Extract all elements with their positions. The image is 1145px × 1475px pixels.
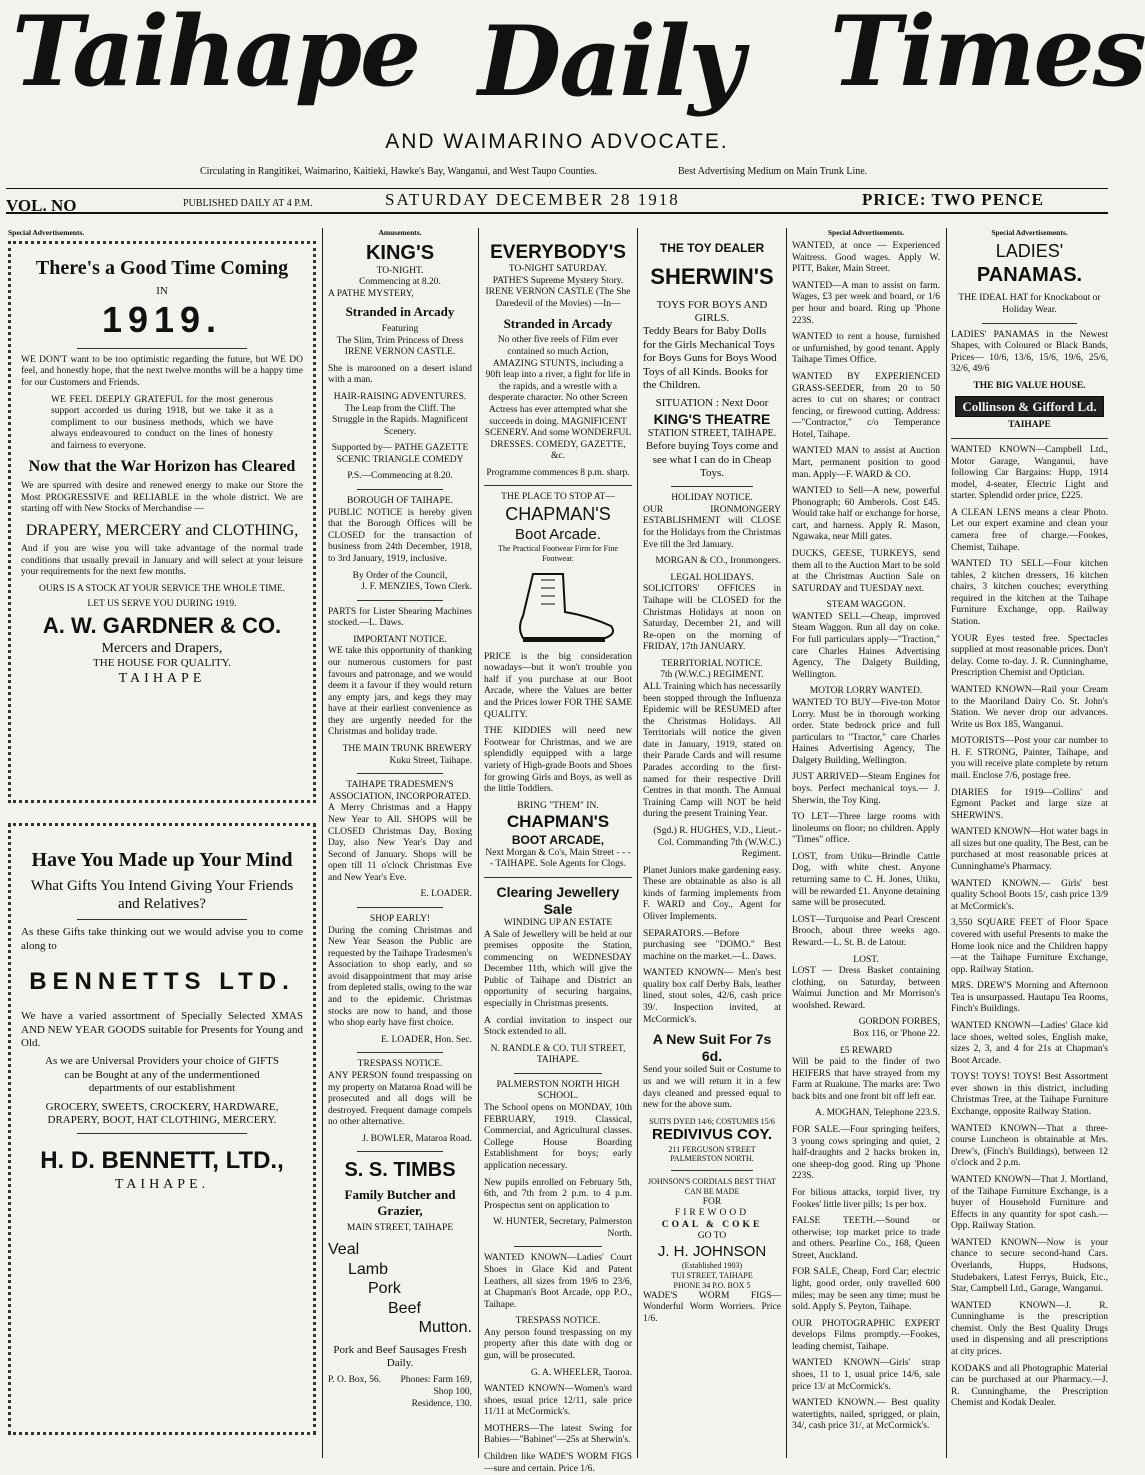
masthead-word-2: Daily <box>478 5 743 118</box>
everybodys-title: EVERYBODY'S <box>490 242 626 264</box>
volume-label: VOL. NO <box>6 196 77 215</box>
panamas-heading: LADIES' <box>995 241 1064 262</box>
advert-text: We are spurred with desire and renewed energy to make our Store the Most PROGRESSIVE and RELIABLE in the whole district. We are starting off with New Stocks of Merchandise — <box>21 480 303 515</box>
notice-heading: BOROUGH OF TAIHAPE. <box>347 496 453 507</box>
advertising-line: Best Advertising Medium on Main Trunk Line. <box>678 166 868 177</box>
boot-illustration <box>493 568 623 648</box>
advert-text: THE PLACE TO STOP AT— <box>501 492 615 503</box>
chapmans-title: CHAPMAN'S <box>505 504 611 524</box>
advert-text: Next Morgan & Co's, Main Street - - - - TAIHAPE. Sole Agents for Clogs. <box>485 847 631 870</box>
notice-signature: J. F. MENZIES, Town Clerk. <box>361 582 472 593</box>
classified-ad: WANTED, at once — Experienced Waitress. Good wages. Apply W. PITT, Baker, Main Street. <box>792 241 940 275</box>
notice-text: SOLICITORS' OFFICES in Taihape will be CLOSED for the Christmas Holidays at noon on Saturday, December 21, and will Re-open on the morning of FRIDAY, 17th JANUARY. <box>643 584 781 653</box>
advert-town: TAIHAPE <box>118 671 206 687</box>
masthead-subtitle: AND WAIMARINO ADVOCATE. <box>385 130 729 153</box>
advert-heading: Boot Arcade. <box>515 525 601 543</box>
advert-text: Programme commences 8 p.m. sharp. <box>486 467 630 478</box>
classified-ad: SEPARATORS.—Before purchasing see "DOMO." Best machine on the market.—L. Daws. <box>643 928 781 962</box>
advert-heading: BOOT ARCADE, <box>511 833 605 847</box>
advert-title: Have You Made up Your Mind <box>31 849 293 872</box>
advert-text: THE IDEAL HAT for Knockabout or Holiday Wear. <box>958 293 1101 316</box>
advert-text: TO-NIGHT SATURDAY. <box>508 264 608 275</box>
notice-text: New pupils enrolled on February 5th, 6th, and 7th from 2 p.m. to 4 p.m. Prospectus sent on application to <box>484 1177 632 1211</box>
advert-text: She is marooned on a desert island with a man. <box>328 363 472 386</box>
classified-ad: WANTED TO BUY—Five-ton Motor Lorry. Must be in thorough working order. State bedrock price and full particulars to "Tractor," care Charles Haines Advertising Agency, The Dalgety Building, Wellington. <box>792 697 940 766</box>
notice-heading: TRESPASS NOTICE. <box>515 1316 601 1327</box>
section-header: Special Advertisements. <box>8 228 85 237</box>
advert-text: As these Gifts take thinking out we would advise you to come along to <box>21 926 303 952</box>
advert-text: TO-NIGHT. <box>376 265 424 276</box>
advert-text: No other five reels of Film ever contained so much Action, AMAZING STUNTS, including a 90ft leap into a river, a fight for life in the rapids, and a wrestle with a desperate character. No other Screen Actress has ever attempted what she succeeds in doing. MAGNIFICENT SCENERY. And some WONDERFUL DRESSES. COMEDY, GAZETTE, &c. <box>484 335 632 462</box>
classified-ad: WANTED to rent a house, furnished or unfurnished, by good tenant. Apply Taihape Times Office. <box>792 332 940 366</box>
column-rule <box>946 228 947 1458</box>
advert-firm: H. D. BENNETT, LTD., <box>40 1147 284 1175</box>
advert-text: BRING "THEM" IN. <box>517 800 599 811</box>
column-2 <box>328 228 472 1458</box>
advert-heading: Family Butcher and Grazier, <box>344 1186 456 1218</box>
column-4 <box>643 228 781 1458</box>
advert-town: TAIHAPE <box>1008 420 1051 431</box>
notice-signature: G. A. WHEELER, Taoroa. <box>530 1367 632 1378</box>
suit-heading: A New Suit For 7s 6d. <box>652 1031 772 1065</box>
film-title: Stranded in Arcady <box>345 304 455 320</box>
advert-text: PRICE is the big consideration nowadays—but it won't trouble you half if you purchase at our Boot Arcade, where the Values are better and the Prices lower FOR THE SAME QUALITY. <box>484 651 632 720</box>
classified-ad: Planet Juniors make gardening easy. These are obtainable as also is all kinds of farming implements from F. WARD and Coy., Agent for Oliver Implements. <box>643 865 781 922</box>
classified-ad: WANTED to Sell—A new, powerful Phonograph; 60 Amberols. Cost £45. Would take half or exchange for horse, cart, and harness. Apply R. Mason, Ngawaka, near Mill gates. <box>792 486 940 543</box>
classified-ad: Will be paid to the finder of two HEIFERS that have strayed from my Farm at Ruakune. The marks are: Two back bits and one front bit off left ear. <box>792 1057 940 1102</box>
classified-ad: WANTED SELL—Cheap, improved Steam Waggon. Run all day on coke. For full particulars apply—"Traction," care Charles Haines Advertising Agency, The Dalgety Building, Wellington. <box>792 611 940 680</box>
classified-ad: MOTHERS—The latest Swing for Babies—"Babinet"—25s at Sherwin's. <box>484 1423 632 1446</box>
notice-heading: LEGAL HOLIDAYS. <box>670 572 754 583</box>
section-header: Amusements. <box>378 228 422 237</box>
circulation-line: Circulating in Rangitikei, Waimarino, Kaitieki, Hawke's Bay, Wanganui, and West Taupo Counties. <box>200 166 597 177</box>
advert-text: And if you are wise you will take advantage of the normal trade conditions that usually prevail in January and will select at your leisure your requirements for the next few months. <box>21 544 303 578</box>
notice-text: A Sale of Jewellery will be held at our premises opposite the Station, commencing on WEDNESDAY December 11th, which will give the Public of Taihape and District an opportunity of securing bargains, especially in Christmas presents. <box>484 929 632 1009</box>
meat-item: Mutton. <box>418 1319 472 1337</box>
advert-text: GO TO <box>697 1231 727 1242</box>
notice-signature: N. RANDLE & CO. TUI STREET, TAIHAPE. <box>490 1043 626 1066</box>
published-label: PUBLISHED DAILY AT 4 P.M. <box>183 198 313 209</box>
section-header: Special Advertisements. <box>827 228 905 237</box>
notice-text: WE take this opportunity of thanking our numerous customers for past favours and patronage, and we would deem it a favour if they would return any empty jars, and kegs they may have at their earliest convenience as they are urgently needed for the Christmas and holiday trade. <box>328 646 472 738</box>
classified-ad: WANTED KNOWN—That a three-course Luncheon is obtainable at Mrs. Drew's, (Finch's Buildings), between 12 o'clock and 2 p.m. <box>951 1123 1108 1169</box>
advert-text: WE FEEL DEEPLY GRATEFUL for the most generous support accorded us during 1918, but we take it as a compliment to our business methods, which we have always endeavoured to conduct on the lines of honesty and fairness to everyone. <box>51 394 273 451</box>
advert-text: The Slim, Trim Princess of Dress IRENE VERNON CASTLE. <box>336 335 464 358</box>
classified-ad: WANTED KNOWN—Women's ward shoes, usual price 12/11, sale price 11/11 at McCormick's. <box>484 1384 632 1418</box>
notice-text: Any person found trespassing on my property after this date with dog or gun, will be prosecuted. <box>484 1327 632 1362</box>
advert-text: STATION STREET, TAIHAPE. <box>647 427 777 439</box>
masthead-word-1: Taihape <box>12 0 420 108</box>
advert-text: COAL & COKE <box>661 1219 763 1230</box>
film-title: Stranded in Arcady <box>503 315 613 331</box>
notice-heading: STEAM WAGGON. <box>826 600 906 611</box>
classified-ad: WANTED MAN to assist at Auction Mart, permanent position to good man. Apply—F. WARD & CO. <box>792 446 940 480</box>
column-6 <box>951 228 1108 1458</box>
advert-text: THE HOUSE FOR QUALITY. <box>93 657 231 670</box>
advert-text: P. O. Box, 56. <box>328 1375 382 1386</box>
notice-signature: MORGAN & CO., Ironmongers. <box>655 556 781 567</box>
classified-ad: JUST ARRIVED—Steam Engines for boys. Perfect mechanical toys.— J. Sherwin, the Toy King. <box>792 772 940 806</box>
advert-text: As we are Universal Providers your choice of GIFTS can be Bought at any of the undermentioned departments of our establishment <box>45 1055 279 1095</box>
classified-ad: WANTED KNOWN—Girls' strap shoes, 11 to 1, usual price 14/6, sale price 13/ at McCormick's. <box>792 1358 940 1392</box>
advert-text: P.S.—Commencing at 8.20. <box>347 471 453 482</box>
classified-ad: LOST — Dress Basket containing clothing, on Saturday, between Waimui Junction and Mr Morrison's woolshed. Reward. <box>792 966 940 1011</box>
advert-text: A PATHE MYSTERY, <box>328 288 414 299</box>
notice-signature: A. MOGHAN, Telephone 223.S. <box>814 1108 940 1119</box>
advert-text: LET US SERVE YOU DURING 1919. <box>87 598 237 609</box>
advert-text: 211 FERGUSON STREET PALMERSTON NORTH. <box>668 1144 756 1164</box>
notice-signature: (Sgd.) R. HUGHES, V.D., Lieut.-Col. Commanding 7th (W.W.C.) Regiment. <box>653 825 781 860</box>
notice-signature: THE MAIN TRUNK BREWERY Kuku Street, Taihape. <box>342 744 472 766</box>
classified-ad: WANTED KNOWN—Now is your chance to secure second-hand Cars. Overlands, Hupps, Hudsons, Studebakers, Latest Ferrys, Buick, Etc., Star, Campbell Ltd., Garage, Wanganui. <box>951 1237 1108 1295</box>
notice-heading: PALMERSTON NORTH HIGH SCHOOL. <box>496 1079 620 1102</box>
advert-text: MAIN STREET, TAIHAPE <box>346 1222 454 1233</box>
classified-ad: A CLEAN LENS means a clear Photo. Let our expert examine and clean your camera free of charge.—Fookes, Chemist, Taihape. <box>951 507 1108 553</box>
advert-text: We have a varied assortment of Specially Selected XMAS AND NEW YEAR GOODS suitable for Presents for Young and Old. <box>21 1010 303 1050</box>
classified-ad: MOTORISTS—Post your car number to H. F. STRONG, Painter, Taihape, and you will receive plate complete by return mail. Enclose 7/6, postage free. <box>951 736 1108 781</box>
classified-ad: WANTED BY EXPERIENCED GRASS-SEEDER, from 20 to 50 acres to cut on shares; or contract fencing, or firewood cutting. Address:—"Contractor," c/o Temperance Hotel, Taihape. <box>792 371 940 440</box>
jewellery-title: Clearing Jewellery Sale <box>496 883 620 917</box>
notice-text: A cordial invitation to inspect our Stock extended to all. <box>484 1015 632 1038</box>
classified-ad: OUR PHOTOGRAPHIC EXPERT develops Films promptly.—Fookes, leading chemist, Taihape. <box>792 1318 940 1352</box>
rule-bottom <box>6 212 1108 214</box>
rule-top <box>6 188 1108 189</box>
column-5 <box>792 228 940 1458</box>
notice-text: By Order of the Council, <box>352 570 448 581</box>
classified-ad: WANTED—A man to assist on farm. Wages, £3 per week and board, or 1/6 per hour and board. Ring up 'Phone 223S. <box>792 280 940 326</box>
advert-text: Phones: Farm 169, Shop 100, Residence, 130. <box>400 1375 472 1409</box>
advert-title: There's a Good Time Coming <box>35 257 289 280</box>
advert-text: Supported by— PATHE GAZETTE SCENIC TRIANGLE COMEDY <box>331 443 469 465</box>
classified-ad: LOST—Turquoise and Pearl Crescent Brooch, about three weeks ago. Reward.—L. St. B. de Latour. <box>792 914 940 948</box>
notice-heading: TRESPASS NOTICE. <box>357 1059 443 1070</box>
notice-signature: Box 116, or 'Phone 22. <box>853 1028 940 1039</box>
notice-heading: TERRITORIAL NOTICE. <box>661 658 763 669</box>
sherwins-title: SHERWIN'S <box>650 263 774 289</box>
classified-ad: WANTED KNOWN— Men's best quality box calf Derby Bals, leather lined, stout soles, 42/6, cash price 39/. Inspection invited, at McCormick's. <box>643 968 781 1025</box>
classified-ad: WANTED KNOWN—Ladies' Court Shoes in Glace Kid and Patent Leathers, all sizes from 19/6 to 23/6, at Chapman's Boot Arcade, opp P.O., Taihape. <box>484 1253 632 1310</box>
classified-ad: WANTED KNOWN—Campbell Ltd., Motor Garage, Wanganui, have following Car Bargains: Hupp, 1914 model, 4-seater, Electric Light and starter. Splendid order price, £225. <box>951 444 1108 502</box>
advert-text: HAIR-RAISING ADVENTURES. The Leap from the Cliff. The Struggle in the Rapids. Magnificent Scenery. <box>332 392 468 437</box>
meat-item: Pork <box>368 1280 401 1298</box>
classified-ad: WANTED KNOWN.— Girls' best quality School Boots 15/, cash price 13/9 at McCormick's. <box>951 878 1108 912</box>
advert-text: Mercers and Drapers, <box>101 640 223 656</box>
classified-ad: MRS. DREW'S Morning and Afternoon Tea is unsurpassed. Hautapu Tea Rooms, Finch's Buildings. <box>951 981 1108 1015</box>
issue-price: PRICE: TWO PENCE <box>862 190 1044 209</box>
advert-text: PHONE 34 P.O. BOX 5 <box>673 1280 751 1290</box>
advert-firm: A. W. GARDNER & CO. <box>42 613 282 639</box>
redivivus-title: REDIVIVUS COY. <box>651 1126 773 1144</box>
meat-item: Lamb <box>348 1260 389 1278</box>
meat-item: Beef <box>388 1299 421 1317</box>
advert-year: 1919. <box>101 298 223 340</box>
classified-ad: LOST, from Utiku—Brindle Cattle Dog, with white chest. Anyone returning same to C. H. Jones, Utiku, will be rewarded £1. Anyone detaining same will be prosecuted. <box>792 851 940 909</box>
classified-ad: WANTED KNOWN—Rail your Cream to the Maoriland Dairy Co. St. John's Station. We never drop our advances. Write us Box 185, Wanganui. <box>951 684 1108 730</box>
notice-heading: IMPORTANT NOTICE. <box>353 634 447 645</box>
notice-text: OUR IRONMONGERY ESTABLISHMENT will CLOSE for the Holidays from the Christmas Eve till the 3rd January. <box>643 504 781 550</box>
advert-text: THE BIG VALUE HOUSE. <box>973 380 1086 391</box>
notice-signature: E. LOADER. <box>420 889 472 900</box>
column-rule <box>637 228 638 1458</box>
advert-text: Before buying Toys come and see what I can do in Cheap Toys. <box>645 440 779 479</box>
column-rule <box>786 228 787 1458</box>
johnson-name: J. H. JOHNSON <box>657 1243 767 1261</box>
advert-text: TUI STREET, TAIHAPE <box>671 1271 753 1281</box>
classified-ad: TO LET—Three large rooms with linoleums on floor; no children. Apply "Times" office. <box>792 812 940 846</box>
bennetts-advert <box>8 823 316 1435</box>
advert-text: JOHNSON'S CORDIALS BEST THAT CAN BE MADE <box>647 1177 777 1196</box>
advert-heading: TOYS FOR BOYS AND GIRLS. <box>656 298 768 324</box>
notice-text: ANY PERSON found trespassing on my property on Mataroa Road will be prosecuted and all dogs will be destroyed. Frequent damage compels no other alternative. <box>328 1070 472 1128</box>
advert-text: FOR <box>702 1196 722 1207</box>
classified-ad: FOR SALE.—Four springing heifers, 3 young cows springing and quiet, 2 half-draughts and 2 hacks broken in, one sheep-dog good. Ring up 'Phone 223S. <box>792 1125 940 1182</box>
column-1 <box>8 228 316 1458</box>
notice-heading: HOLIDAY NOTICE. <box>671 493 753 504</box>
notice-heading: WINDING UP AN ESTATE <box>503 917 613 928</box>
notice-signature: GORDON FORBES, <box>858 1017 940 1028</box>
classified-ad: KODAKS and all Photographic Material can be purchased at our Pharmacy.—J. R. Cunninghame, the Prescription Chemist and Kodak Dealer. <box>951 1363 1108 1409</box>
notice-text: ALL Training which has necessarily been stopped through the Influenza Epidemic will be RESUMED after the Christmas Holidays. All Territorials will notice the given date in January, 1919, stated on their Parade Cards and will resume Parades according to the first-named for their respective Drill Centres in that month. The Annual Training Camp will NOT be held during the present Training Year. <box>643 682 781 820</box>
meat-item: Veal <box>328 1241 360 1259</box>
notice-text: During the coming Christmas and New Year Season the Public are requested by the Taihape Tradesmen's Association to shop early, and so avoid disappointment that may arise from depleted stalls, owing to the war and to the epidemic. Christmas stocks are now to hand, and those who shop early have first choice. <box>328 925 472 1029</box>
classified-ad: Children like WADE'S WORM FIGS—sure and certain. Price 1/6. <box>484 1452 632 1474</box>
advert-text: SITUATION : Next Door <box>655 397 769 410</box>
classified-ad: DUCKS, GEESE, TURKEYS, send them all to the Auction Mart to be sold at the Christmas Auction Sale on SATURDAY and TUESDAY next. <box>792 549 940 594</box>
advert-text: GROCERY, SWEETS, CROCKERY, HARDWARE, DRAPERY, BOOT, HAT CLOTHING, MERCERY. <box>45 1100 279 1127</box>
notice-heading: LOST. <box>853 954 879 965</box>
advert-text: The Practical Footwear Firm for Fine Footwear. <box>498 544 618 563</box>
column-rule <box>478 228 479 1458</box>
notice-text: A Merry Christmas and a Happy New Year to All. SHOPS will be CLOSED Christmas Day, Boxing Day, also New Year's Day and Second of January. Shops will be open till 11 o'clock Christmas Eve and New Year's Eve. <box>328 803 472 883</box>
notice-heading: £5 REWARD <box>840 1045 892 1056</box>
classified-ad: WANTED KNOWN—J. R. Cunninghame is the prescription chemist. Only the Best Quality Drugs used in dispensing and all prescriptions at city prices. <box>951 1300 1108 1358</box>
advert-text: Send your soiled Suit or Costume to us and we will return it in a few days cleaned and pressed equal to new for the above sum. <box>643 1065 781 1111</box>
butcher-contacts <box>328 1375 472 1410</box>
advert-text: Pork and Beef Sausages Fresh Daily. <box>333 1343 467 1370</box>
classified-ad: WANTED KNOWN—Hot water bags in all sizes but one quality, The Best, can be purchased at most reasonable prices at Cunninghame's Pharmacy. <box>951 827 1108 873</box>
butcher-name: S. S. TIMBS <box>344 1159 456 1182</box>
kings-title: KING'S <box>365 242 435 265</box>
chapmans-title: CHAPMAN'S <box>506 812 610 832</box>
notice-heading: TAIHAPE TRADESMEN'S ASSOCIATION, INCORPORATED. <box>329 780 471 802</box>
advert-text: WE DON'T want to be too optimistic regarding the future, but WE DO feel, and honestly hope, that the next twelve months will be a happy time for our Customers and Friends. <box>21 354 303 388</box>
advert-text: IN <box>156 284 168 297</box>
notice-heading: SHOP EARLY! <box>369 913 431 924</box>
notice-heading: MOTOR LORRY WANTED. <box>809 686 923 697</box>
advert-heading: Now that the War Horizon has Cleared <box>28 458 296 476</box>
advert-text: FIREWOOD <box>674 1208 750 1219</box>
classified-ad: WANTED KNOWN.— Best quality watertights, nailed, sprigged, or plain, 34/, cash price 31/, at McCormick's. <box>792 1398 940 1432</box>
classified-ad: DIARIES for 1919—Collins' and Egmont Packet and large size at SHERWIN'S. <box>951 787 1108 821</box>
masthead-word-3: Times <box>830 0 1145 108</box>
advert-heading: What Gifts You Intend Giving Your Friends and Relatives? <box>30 877 294 912</box>
notice-text: The School opens on MONDAY, 10th FEBRUARY, 1919. Classical, Commercial, and Agricultural classes. College House Boarding Establishment for boys; early application necessary. <box>484 1103 632 1171</box>
advert-heading: DRAPERY, MERCERY and CLOTHING, <box>25 521 299 539</box>
section-header: Special Advertisements. <box>991 228 1068 237</box>
advert-text: (Established 1903) <box>681 1261 743 1271</box>
classified-ad: TOYS! TOYS! TOYS! Best Assortment ever shown in this district, including Christmas Tree, at the Taihape Furniture Exchange, opposite Railway Station. <box>951 1072 1108 1118</box>
advert-town: TAIHAPE. <box>114 1176 210 1192</box>
notice-text: PUBLIC NOTICE is hereby given that the Borough Offices will be CLOSED for the transaction of business from 24th December, 1918, to 3rd January, 1919, inclusive. <box>328 507 472 564</box>
notice-signature: E. LOADER, Hon. Sec. <box>380 1034 472 1045</box>
column-rule <box>322 228 323 1458</box>
panamas-heading: PANAMAS. <box>976 264 1083 287</box>
notice-text: 7th (W.W.C.) REGIMENT. <box>660 670 764 681</box>
classified-ad: WANTED KNOWN—That J. Mortland, of the Taihape Furniture Exchange, is a buyer of Household Furniture and Effects in any quantity for spot cash.—Opp. Railway Station. <box>951 1174 1108 1232</box>
advert-text: SUITS DYED 14/6; COSTUMES 15/6 <box>649 1116 775 1126</box>
store-logo: Collinson & Gifford Ld. <box>955 396 1103 418</box>
advert-text: PATHE'S Supreme Mystery Story. IRENE VERNON CASTLE (The She Daredevil of the Movies) —In— <box>485 275 631 310</box>
classified-ad: WANTED KNOWN—Ladies' Glace kid lace shoes, welted soles, English make, sizes 2, 3, and 4 for 21s at Chapman's Boot Arcade. <box>951 1020 1108 1066</box>
notice-signature: W. HUNTER, Secretary, Palmerston North. <box>493 1217 632 1239</box>
kings-theatre: KING'S THEATRE <box>653 410 771 427</box>
gardner-advert <box>8 241 316 803</box>
classified-ad: YOUR Eyes tested free. Spectacles supplied at most reasonable prices. Don't delay. Come to-day. J. R. Cunninghame, Prescription Chemist and Optician. <box>951 633 1108 679</box>
classified-ad: 3,550 SQUARE FEET of Floor Space covered with useful Presents to make the Home look nice and the Children happy—at the Taihape Furniture Exchange, opp. Railway Station. <box>951 918 1108 975</box>
advert-text: Teddy Bears for Baby Dolls for the Girls Mechanical Toys for Boys Guns for Boys Wood Toys of all Kinds. Books for the Children. <box>643 325 777 392</box>
notice-text: PARTS for Lister Shearing Machines stocked.—L. Daws. <box>328 606 472 629</box>
toy-dealer-heading: THE TOY DEALER <box>659 241 765 256</box>
advert-text: Commencing at 8.20. <box>359 277 441 288</box>
classified-ad: FOR SALE, Cheap, Ford Car; electric light, good order, only travelled 600 miles; may be seen any time; must be sold. Apply S. Peyton, Taihape. <box>792 1267 940 1313</box>
notice-signature: J. BOWLER, Mataroa Road. <box>362 1133 472 1144</box>
classified-ad: For bilious attacks, torpid liver, try Fookes' little liver pills; 1s per box. <box>792 1187 940 1210</box>
advert-text: Featuring <box>381 324 419 335</box>
classified-ad: WADE'S WORM FIGS—Wonderful Worm Worriers. Price 1/6. <box>643 1290 781 1324</box>
advert-text: THE KIDDIES will need new Footwear for Christmas, and we are splendidly equipped with a large variety of High-grade Boots and Shoes for growing Girls and Boys, as well as the little Toddlers. <box>484 726 633 795</box>
classified-ad: FALSE TEETH.—Sound or otherwise; top market price to trade and others. Pearline Co., 168, Queen Street, Auckland. <box>792 1216 940 1261</box>
advert-text: LADIES' PANAMAS in the Newest Shapes, with Coloured or Black Bands, Prices— 10/6, 13/6, 15/6, 19/6, 25/6, 32/6, 49/6 <box>951 329 1108 375</box>
store-logo-wrap <box>951 396 1108 418</box>
masthead <box>0 0 1145 240</box>
advert-text: OURS IS A STOCK AT YOUR SERVICE THE WHOLE TIME. <box>38 583 286 594</box>
column-3 <box>484 228 633 1474</box>
classified-ad: WANTED TO SELL—Four kitchen tables, 2 kitchen dressers, 16 kitchen chairs, 3 kitchen couches; everything required in the kitchen at the Taihape Furniture Exchange, opp. Railway Station. <box>951 559 1108 628</box>
issue-date: SATURDAY DECEMBER 28 1918 <box>385 190 680 209</box>
advert-firm: BENNETTS LTD. <box>29 967 295 995</box>
